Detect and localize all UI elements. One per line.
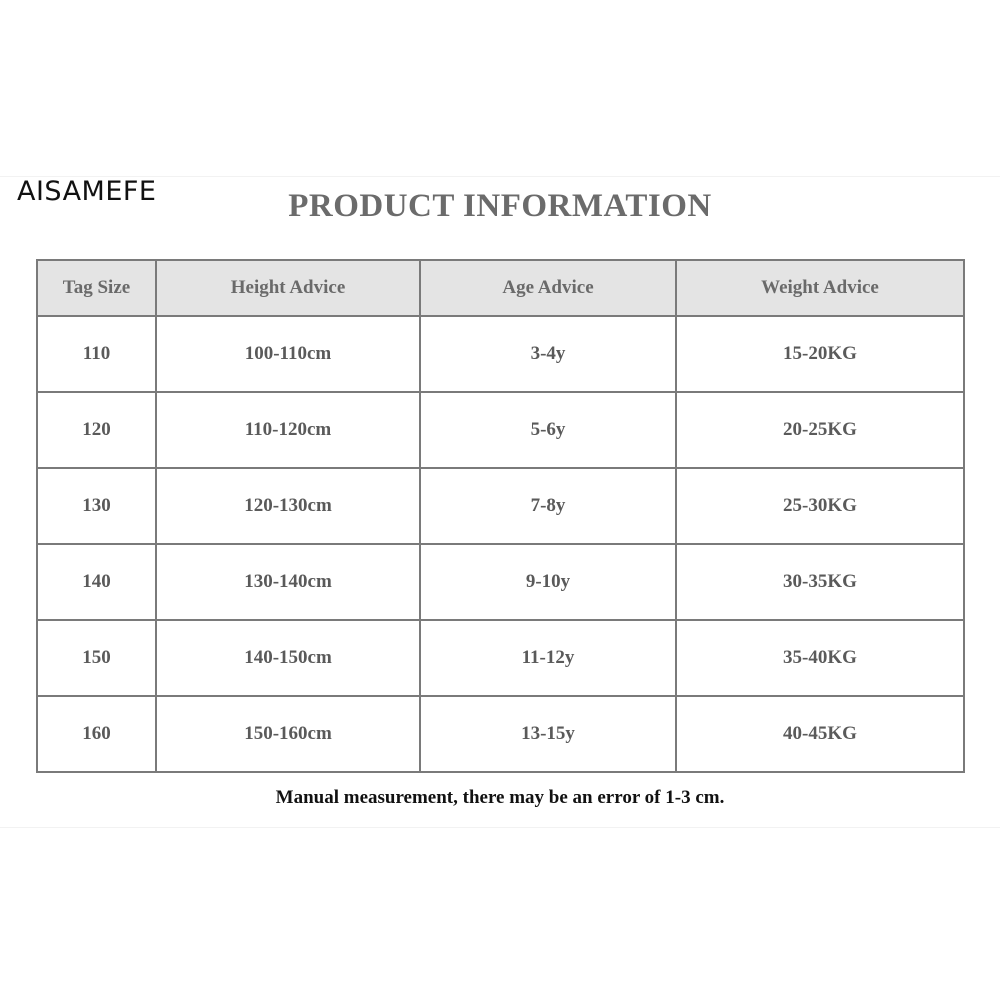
table-row [37,392,964,468]
cell-weight: 40-45KG [676,696,964,772]
cell-weight: 25-30KG [676,468,964,544]
cell-age: 11-12y [420,620,676,696]
cell-tag-size: 120 [37,392,156,468]
cell-height: 100-110cm [156,316,420,392]
cell-height: 150-160cm [156,696,420,772]
header-age-advice: Age Advice [420,260,676,316]
measurement-note: Manual measurement, there may be an error of 1-3 cm. [275,787,725,808]
cell-age: 5-6y [420,392,676,468]
page-title: PRODUCT INFORMATION [288,188,712,224]
cell-height: 110-120cm [156,392,420,468]
cell-age: 3-4y [420,316,676,392]
table-row [37,316,964,392]
brand-name: AISAMEFE [17,176,157,207]
header-weight-advice: Weight Advice [676,260,964,316]
table-row [37,544,964,620]
table-row [37,696,964,772]
table-header-row [37,260,964,316]
cell-weight: 15-20KG [676,316,964,392]
size-table [36,259,965,773]
cell-weight: 20-25KG [676,392,964,468]
table-row [37,468,964,544]
cell-age: 13-15y [420,696,676,772]
header-height-advice: Height Advice [156,260,420,316]
cell-weight: 35-40KG [676,620,964,696]
cell-tag-size: 140 [37,544,156,620]
cell-tag-size: 110 [37,316,156,392]
cell-tag-size: 160 [37,696,156,772]
header-tag-size: Tag Size [37,260,156,316]
cell-age: 9-10y [420,544,676,620]
cell-weight: 30-35KG [676,544,964,620]
cell-tag-size: 130 [37,468,156,544]
cell-tag-size: 150 [37,620,156,696]
cell-height: 140-150cm [156,620,420,696]
table-row [37,620,964,696]
cell-age: 7-8y [420,468,676,544]
cell-height: 130-140cm [156,544,420,620]
cell-height: 120-130cm [156,468,420,544]
